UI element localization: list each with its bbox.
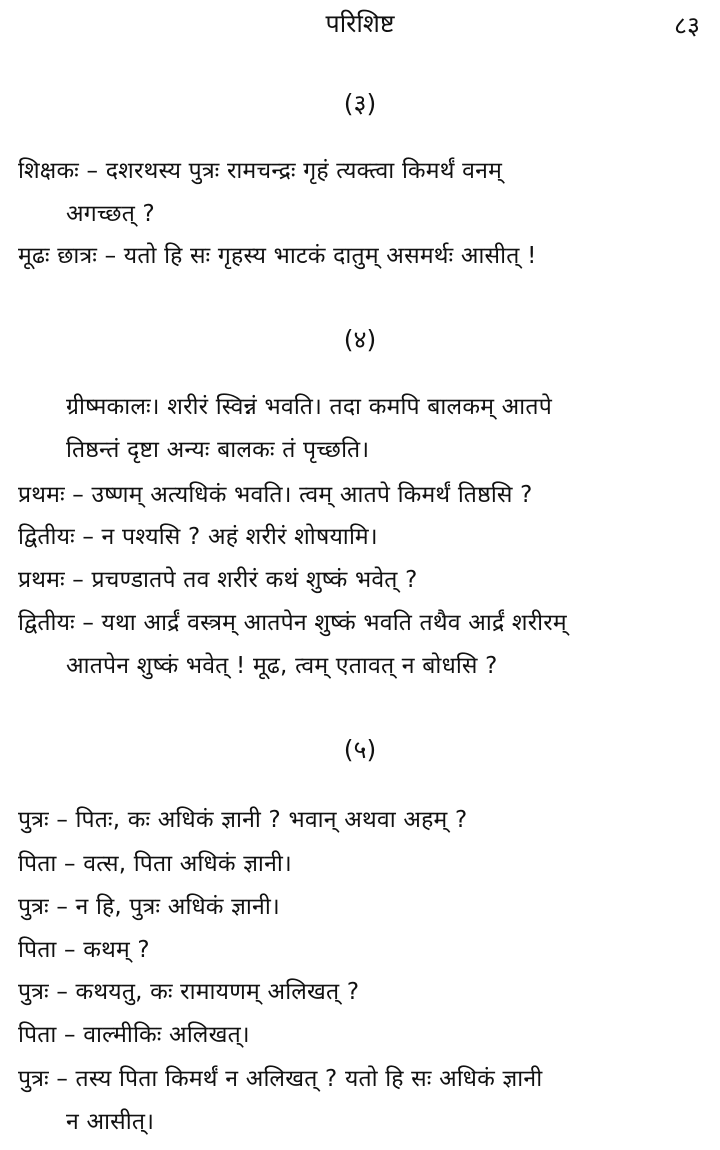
dialogue-line: पुत्रः – न हि, पुत्रः अधिकं ज्ञानी। bbox=[18, 894, 280, 920]
page-number: ८३ bbox=[673, 11, 700, 40]
dialogue-line: प्रथमः – प्रचण्डातपे तव शरीरं कथं शुष्कं भवेत् ? bbox=[18, 567, 418, 593]
dialogue-line: मूढः छात्रः – यतो हि सः गृहस्य भाटकं दातुम् असमर्थः आसीत् ! bbox=[18, 243, 537, 269]
dialogue-line: पुत्रः – तस्य पिता किमर्थं न अलिखत् ? यतो हि सः अधिकं ज्ञानी bbox=[18, 1066, 543, 1092]
dialogue-line-continuation: अगच्छत् ? bbox=[66, 201, 155, 227]
dialogue-line: प्रथमः – उष्णम् अत्यधिकं भवति। त्वम् आतपे किमर्थं तिष्ठसि ? bbox=[18, 482, 533, 508]
dialogue-line: शिक्षकः – दशरथस्य पुत्रः रामचन्द्रः गृहं त्यक्त्वा किमर्थं वनम् bbox=[18, 158, 503, 184]
dialogue-line: पिता – वाल्मीकिः अलिखत्। bbox=[18, 1022, 250, 1048]
section-heading-4: (४) bbox=[343, 325, 377, 354]
dialogue-line: पुत्रः – कथयतु, कः रामायणम् अलिखत् ? bbox=[18, 979, 360, 1005]
dialogue-line-continuation: न आसीत्। bbox=[66, 1109, 155, 1135]
dialogue-line: द्वितीयः – न पश्यसि ? अहं शरीरं शोषयामि। bbox=[18, 524, 378, 550]
dialogue-line-continuation: आतपेन शुष्कं भवेत् ! मूढ, त्वम् एतावत् न बोधसि ? bbox=[66, 653, 498, 679]
dialogue-line: द्वितीयः – यथा आर्द्रं वस्त्रम् आतपेन शुष्कं भवति तथैव आर्द्रं शरीरम् bbox=[18, 610, 567, 636]
dialogue-line: पिता – कथम् ? bbox=[18, 937, 150, 963]
narration-line: ग्रीष्मकालः। शरीरं स्विन्नं भवति। तदा कमपि बालकम् आतपे bbox=[66, 394, 552, 420]
page-header-title: परिशिष्ट bbox=[325, 9, 395, 38]
section-heading-5: (५) bbox=[343, 735, 377, 764]
dialogue-line: पुत्रः – पितः, कः अधिकं ज्ञानी ? भवान् अथवा अहम् ? bbox=[18, 807, 468, 833]
dialogue-line: पिता – वत्स, पिता अधिकं ज्ञानी। bbox=[18, 851, 292, 877]
section-heading-3: (३) bbox=[343, 89, 377, 118]
narration-line: तिष्ठन्तं दृष्टा अन्यः बालकः तं पृच्छति। bbox=[66, 437, 370, 463]
